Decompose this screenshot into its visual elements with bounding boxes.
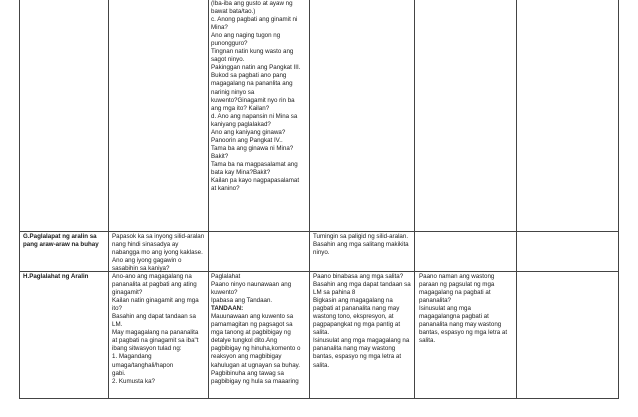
cell-text-line: TANDAAN: [211, 305, 244, 313]
cell-text-line: Kailan natin ginagamit ang mga [112, 297, 199, 305]
cell-text-line: bantas, espasyo ng mga letra at [313, 353, 402, 361]
table-border-bottom [19, 398, 619, 399]
cell-text-line: Mina? [211, 24, 228, 32]
column-divider-4 [414, 0, 415, 399]
cell-text-line: Ano ang kaniyang ginawa? [211, 128, 286, 136]
cell-text-line: narinig ninyo sa [211, 88, 255, 96]
cell-text-line: pananalita at pagbati ang ating [112, 281, 197, 289]
cell-text-line: at kanino? [211, 185, 240, 193]
cell-text-line: Paglalahat [211, 273, 241, 280]
column-divider-5 [516, 0, 517, 399]
cell-text-line: Paano naman ang wastong [419, 273, 495, 280]
cell-text-line: Paano binabasa ang mga salita? [313, 273, 404, 280]
cell-text-line: Basahin ang mga salitang makikita [313, 241, 409, 249]
cell-text-line: Pagbibinuha ang tawag sa [211, 369, 284, 377]
cell-text-line: Paano ninyo naunawaan ang [211, 281, 292, 289]
cell-text-line: 2. Kumusta ka? [112, 377, 155, 385]
cell-text-line: nabangga mo ang iyong kaklase. [112, 249, 203, 257]
cell-text-line: magagalang na pananlita ang [211, 80, 293, 88]
cell-text-line: kaniyang paglalakad? [211, 120, 271, 128]
row-g-col-d-text [313, 233, 413, 257]
lesson-plan-table [19, 0, 619, 399]
cell-text-line: ibang sitwasyon tulad ng: [112, 345, 182, 353]
cell-text-line: gabi. [112, 369, 126, 377]
cell-text-line: Bigkasin ang magagalang na [313, 297, 393, 305]
cell-text-line: c. Anong pagbati ang ginamit ni [211, 16, 298, 24]
cell-text-line: pagbibigay ng hinuha,komento o [211, 345, 301, 353]
cell-text-line: Isinusulat ang mga magagalang na [313, 337, 410, 345]
cell-text-line: Pakinggan natin ang Pangkat III. [211, 64, 301, 72]
row-h-label: H.Paglalahat ng Aralin [23, 273, 89, 280]
cell-text-line: Tumingin sa paligid ng silid-aralan. [313, 233, 409, 240]
cell-text-line: mga tanong at pagbibigay ng [211, 329, 291, 337]
cell-text-line: Ano ang iyong gagawin o [112, 257, 182, 265]
cell-text-line: kuwento?Ginagamit nyo rin ba [211, 96, 295, 104]
top-row-procedure-text [211, 0, 307, 193]
column-divider-1 [108, 0, 109, 399]
cell-text-line: Tingnan natin kung wasto ang [211, 48, 294, 56]
row-divider-1 [19, 231, 619, 232]
row-g-label: G.Paglalapat ng aralin sa pang araw-araw na buhay [23, 233, 99, 249]
table-border-right [618, 0, 619, 399]
cell-text-line: Papasok ka sa inyong silid-aralan [112, 233, 205, 240]
cell-text-line: Bukod sa pagbati ano pang [211, 72, 287, 80]
cell-text-line: Ipabasa ang Tandaan. [211, 297, 273, 305]
cell-text-line: bantas, espasyo ng mga letra at [419, 329, 508, 337]
cell-text-line: (Iba-iba ang gusto at ayaw ng [211, 0, 293, 7]
cell-text-line: bawat bata/tao.) [211, 8, 256, 16]
column-divider-3 [309, 0, 310, 399]
cell-text-line: Panoorin ang Pangkat IV.. [211, 136, 283, 144]
cell-text-line: sagot ninyo. [211, 56, 245, 64]
cell-text-line: Tama ba ang ginawa ni Mina? [211, 144, 294, 152]
cell-text-line: Isinusulat ang mga [419, 305, 471, 313]
cell-text-line: magagalangna pagbati at [419, 313, 489, 321]
cell-text-line: Tama ba na magpasalamat ang [211, 160, 298, 168]
cell-text-line: reaksyon ang magbibigay [211, 353, 282, 361]
cell-text-line: sasabihin sa kaniya? [112, 265, 170, 273]
cell-text-line: kuwento? [211, 289, 238, 297]
row-h-col-d-text [313, 273, 413, 370]
cell-text-line: umaga/tanghali/hapon [112, 361, 174, 369]
cell-text-line: Ano-ano ang magagalang na [112, 273, 192, 280]
cell-text-line: LM sa pahina 8 [313, 289, 356, 297]
cell-text-line: paraan ng pagsulat ng mga [419, 281, 495, 289]
cell-text-line: pananalita? [419, 297, 451, 305]
cell-text-line: 1. Magandang [112, 353, 152, 361]
cell-text-line: pagbati at pananalita nang may [313, 305, 400, 313]
cell-text-line: Kailan pa kayo nagpapasalamat [211, 177, 300, 185]
cell-text-line: ito? [112, 305, 122, 313]
row-g-col-b-text [112, 233, 207, 273]
cell-text-line: bata kay Mina?Bakit? [211, 168, 271, 176]
row-h-col-e-text [419, 273, 515, 345]
cell-text-line: Mauunawaan ang kuwento sa [211, 313, 294, 321]
cell-text-line: pagpapangkat ng mga pantig at [313, 321, 401, 329]
cell-text-line: kahulugan at ugnayan sa buhay. [211, 361, 300, 369]
cell-text-line: punongguro? [211, 40, 248, 48]
cell-text-line: Basahin ang dapat tandaan sa [112, 313, 196, 321]
cell-text-line: May magagalang na pananalita [112, 329, 199, 337]
cell-text-line: Basahin ang mga dapat tandaan sa [313, 281, 411, 289]
cell-text-line: ginagamit? [112, 289, 143, 297]
cell-text-line: salita. [419, 337, 436, 345]
row-h-col-c-text [211, 273, 308, 386]
cell-text-line: Ano ang naging tugon ng [211, 32, 281, 40]
cell-text-line: nang hindi sinasadya ay [112, 241, 179, 249]
column-divider-2 [208, 0, 209, 399]
cell-text-line: detalye tungkol dito.Ang [211, 337, 278, 345]
table-border-left [19, 0, 20, 399]
cell-text-line: pagbibigay ng hula sa maaaring [211, 377, 299, 385]
cell-text-line: LM. [112, 321, 123, 329]
cell-text-line: ang mga ito? Kailan? [211, 104, 270, 112]
cell-text-line: Bakit? [211, 152, 229, 160]
cell-text-line: d. Ano ang napansin ni Mina sa [211, 112, 298, 120]
cell-text-line: wastong tono, ekspresyon, at [313, 313, 394, 321]
cell-text-line: salita. [313, 329, 330, 337]
row-divider-2 [19, 271, 619, 272]
row-h-col-b-text [112, 273, 207, 386]
cell-text-line: pananalita nang may wastong [313, 345, 396, 353]
cell-text-line: magagalang na pagbati at [419, 289, 491, 297]
cell-text-line: at pagbati na ginagamit sa iba"t [112, 337, 199, 345]
cell-text-line: ninyo. [313, 249, 330, 257]
cell-text-line: pamamagitan ng pagsagot sa [211, 321, 293, 329]
cell-text-line: pananalita nang may wastong [419, 321, 502, 329]
cell-text-line: salita. [313, 361, 330, 369]
